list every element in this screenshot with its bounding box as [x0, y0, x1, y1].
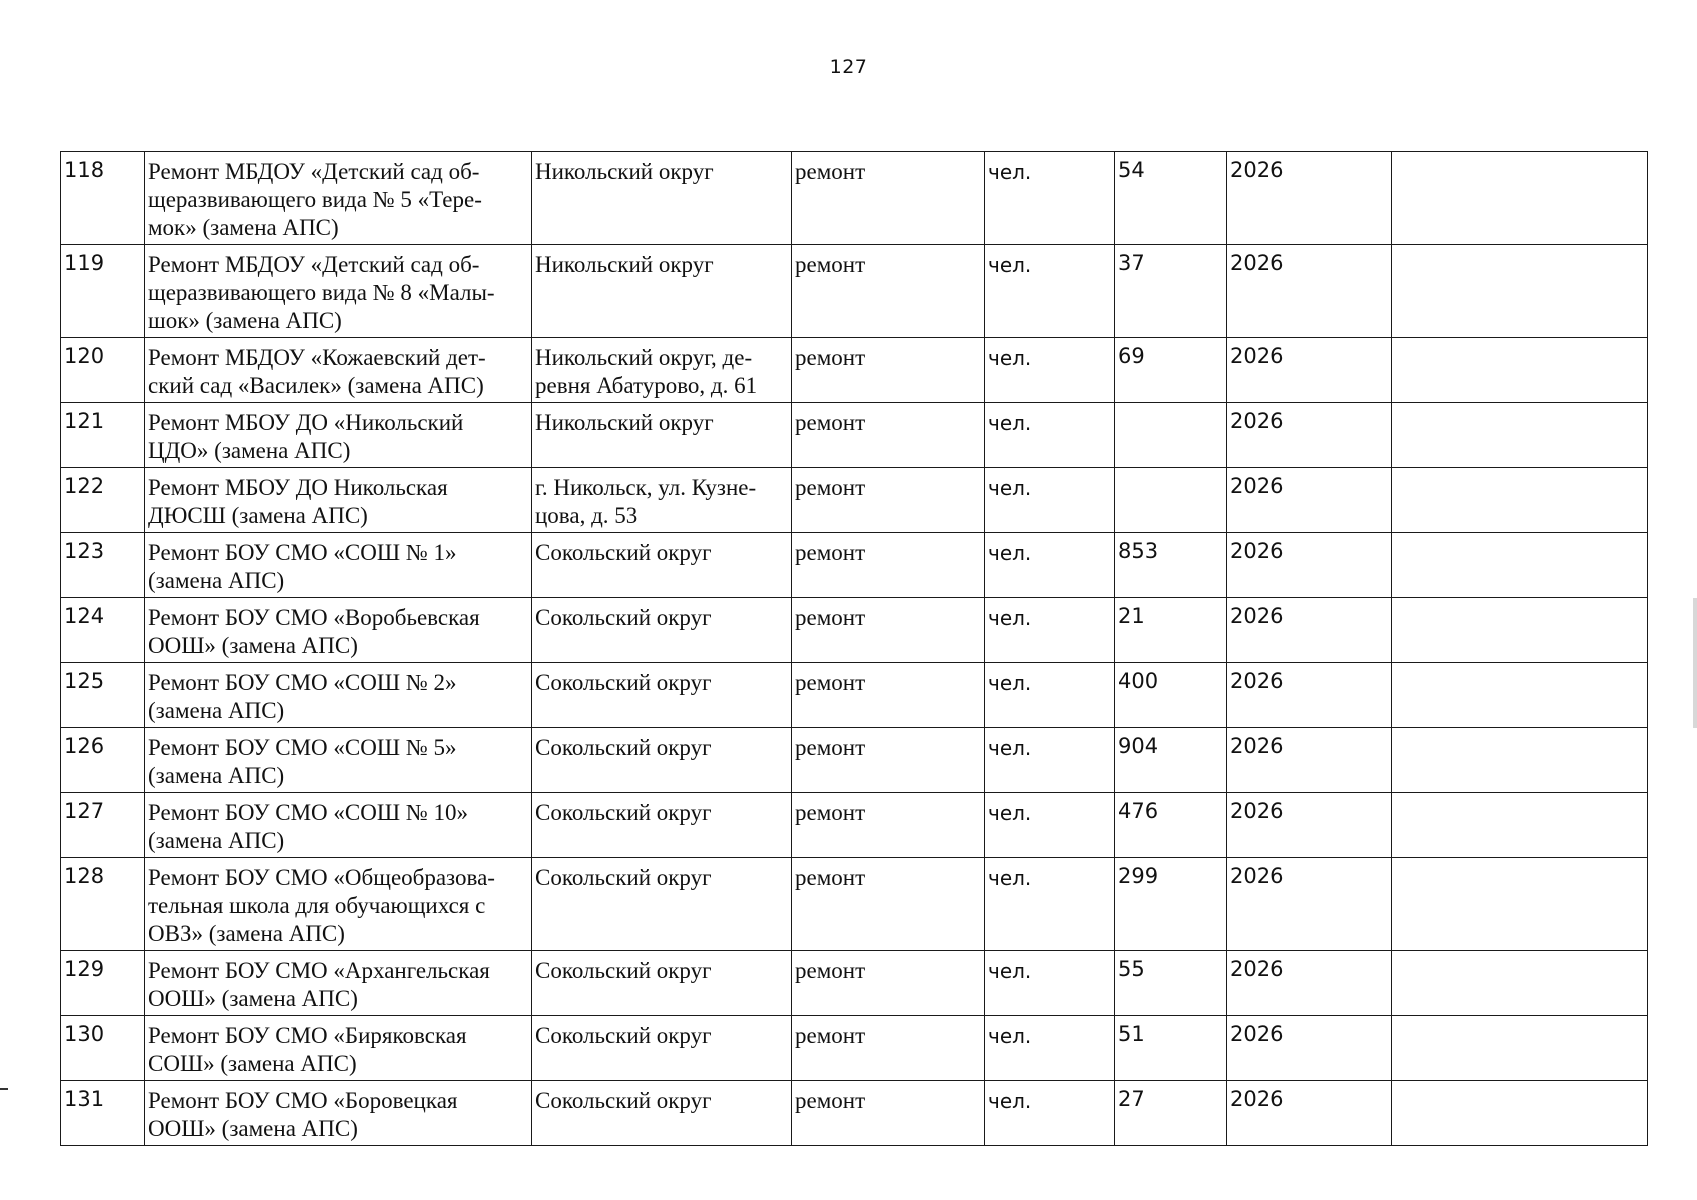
- object-name-cell: Ремонт МБДОУ «Детский сад об-щеразвивающего вида № 5 «Тере-мок» (замена АПС): [145, 152, 532, 245]
- work-type-cell: ремонт: [792, 858, 985, 951]
- unit-cell: чел.: [985, 245, 1115, 338]
- location-cell: Сокольский округ: [532, 951, 792, 1016]
- count-cell: 51: [1115, 1016, 1227, 1081]
- year-cell: 2026: [1227, 1081, 1392, 1146]
- unit-cell: чел.: [985, 403, 1115, 468]
- row-number-cell: 119: [61, 245, 145, 338]
- extra-cell: [1392, 663, 1648, 728]
- row-number-cell: 122: [61, 468, 145, 533]
- location-cell: Сокольский округ: [532, 858, 792, 951]
- work-type-cell: ремонт: [792, 598, 985, 663]
- unit-cell: чел.: [985, 598, 1115, 663]
- table-row: [61, 1081, 1648, 1146]
- location-cell: Никольский округ: [532, 245, 792, 338]
- work-type-cell: ремонт: [792, 245, 985, 338]
- extra-cell: [1392, 793, 1648, 858]
- count-cell: [1115, 403, 1227, 468]
- object-name-cell: Ремонт МБДОУ «Детский сад об-щеразвивающего вида № 8 «Малы-шок» (замена АПС): [145, 245, 532, 338]
- unit-cell: чел.: [985, 1016, 1115, 1081]
- year-cell: 2026: [1227, 468, 1392, 533]
- count-cell: 37: [1115, 245, 1227, 338]
- count-cell: 853: [1115, 533, 1227, 598]
- location-cell: Сокольский округ: [532, 598, 792, 663]
- count-cell: 21: [1115, 598, 1227, 663]
- table-row: [61, 951, 1648, 1016]
- work-type-cell: ремонт: [792, 468, 985, 533]
- row-number-cell: 123: [61, 533, 145, 598]
- unit-cell: чел.: [985, 1081, 1115, 1146]
- count-cell: [1115, 468, 1227, 533]
- year-cell: 2026: [1227, 728, 1392, 793]
- object-name-cell: Ремонт МБОУ ДО «Никольский ЦДО» (замена АПС): [145, 403, 532, 468]
- count-cell: 54: [1115, 152, 1227, 245]
- year-cell: 2026: [1227, 338, 1392, 403]
- year-cell: 2026: [1227, 663, 1392, 728]
- scan-artifact-left: [0, 1088, 8, 1090]
- year-cell: 2026: [1227, 598, 1392, 663]
- table-row: [61, 663, 1648, 728]
- extra-cell: [1392, 152, 1648, 245]
- object-name-cell: Ремонт БОУ СМО «СОШ № 5» (замена АПС): [145, 728, 532, 793]
- object-name-cell: Ремонт БОУ СМО «СОШ № 1» (замена АПС): [145, 533, 532, 598]
- location-cell: Никольский округ: [532, 152, 792, 245]
- work-type-cell: ремонт: [792, 1081, 985, 1146]
- table-row: [61, 858, 1648, 951]
- unit-cell: чел.: [985, 152, 1115, 245]
- year-cell: 2026: [1227, 533, 1392, 598]
- row-number-cell: 121: [61, 403, 145, 468]
- object-name-cell: Ремонт БОУ СМО «Воробьевская ООШ» (замена АПС): [145, 598, 532, 663]
- unit-cell: чел.: [985, 728, 1115, 793]
- work-type-cell: ремонт: [792, 533, 985, 598]
- table-row: [61, 598, 1648, 663]
- location-cell: Сокольский округ: [532, 533, 792, 598]
- row-number-cell: 118: [61, 152, 145, 245]
- year-cell: 2026: [1227, 152, 1392, 245]
- row-number-cell: 126: [61, 728, 145, 793]
- extra-cell: [1392, 728, 1648, 793]
- table-row: [61, 468, 1648, 533]
- page-number: 127: [829, 56, 868, 78]
- extra-cell: [1392, 338, 1648, 403]
- extra-cell: [1392, 1016, 1648, 1081]
- extra-cell: [1392, 1081, 1648, 1146]
- unit-cell: чел.: [985, 793, 1115, 858]
- count-cell: 69: [1115, 338, 1227, 403]
- repair-plan-table: [60, 151, 1648, 1146]
- count-cell: 476: [1115, 793, 1227, 858]
- object-name-cell: Ремонт БОУ СМО «СОШ № 10» (замена АПС): [145, 793, 532, 858]
- table-row: [61, 403, 1648, 468]
- work-type-cell: ремонт: [792, 403, 985, 468]
- row-number-cell: 125: [61, 663, 145, 728]
- object-name-cell: Ремонт МБОУ ДО Никольская ДЮСШ (замена АПС): [145, 468, 532, 533]
- object-name-cell: Ремонт МБДОУ «Кожаевский дет-ский сад «Василек» (замена АПС): [145, 338, 532, 403]
- work-type-cell: ремонт: [792, 338, 985, 403]
- count-cell: 55: [1115, 951, 1227, 1016]
- unit-cell: чел.: [985, 533, 1115, 598]
- extra-cell: [1392, 403, 1648, 468]
- extra-cell: [1392, 245, 1648, 338]
- location-cell: Сокольский округ: [532, 1081, 792, 1146]
- location-cell: Сокольский округ: [532, 793, 792, 858]
- year-cell: 2026: [1227, 245, 1392, 338]
- table-row: [61, 533, 1648, 598]
- table-row: [61, 1016, 1648, 1081]
- work-type-cell: ремонт: [792, 793, 985, 858]
- extra-cell: [1392, 598, 1648, 663]
- location-cell: Сокольский округ: [532, 1016, 792, 1081]
- location-cell: Сокольский округ: [532, 728, 792, 793]
- year-cell: 2026: [1227, 793, 1392, 858]
- row-number-cell: 120: [61, 338, 145, 403]
- extra-cell: [1392, 533, 1648, 598]
- object-name-cell: Ремонт БОУ СМО «Архангельская ООШ» (замена АПС): [145, 951, 532, 1016]
- unit-cell: чел.: [985, 468, 1115, 533]
- table-row: [61, 793, 1648, 858]
- row-number-cell: 129: [61, 951, 145, 1016]
- location-cell: Сокольский округ: [532, 663, 792, 728]
- row-number-cell: 130: [61, 1016, 145, 1081]
- work-type-cell: ремонт: [792, 951, 985, 1016]
- row-number-cell: 131: [61, 1081, 145, 1146]
- year-cell: 2026: [1227, 951, 1392, 1016]
- unit-cell: чел.: [985, 951, 1115, 1016]
- object-name-cell: Ремонт БОУ СМО «Боровецкая ООШ» (замена АПС): [145, 1081, 532, 1146]
- table-row: [61, 338, 1648, 403]
- work-type-cell: ремонт: [792, 663, 985, 728]
- location-cell: Никольский округ, де-ревня Абатурово, д. 61: [532, 338, 792, 403]
- count-cell: 299: [1115, 858, 1227, 951]
- location-cell: Никольский округ: [532, 403, 792, 468]
- table-body: [61, 152, 1648, 1146]
- row-number-cell: 128: [61, 858, 145, 951]
- table-row: [61, 245, 1648, 338]
- object-name-cell: Ремонт БОУ СМО «Биряковская СОШ» (замена АПС): [145, 1016, 532, 1081]
- row-number-cell: 124: [61, 598, 145, 663]
- table-row: [61, 728, 1648, 793]
- year-cell: 2026: [1227, 858, 1392, 951]
- unit-cell: чел.: [985, 338, 1115, 403]
- work-type-cell: ремонт: [792, 152, 985, 245]
- count-cell: 904: [1115, 728, 1227, 793]
- work-type-cell: ремонт: [792, 1016, 985, 1081]
- year-cell: 2026: [1227, 1016, 1392, 1081]
- object-name-cell: Ремонт БОУ СМО «СОШ № 2» (замена АПС): [145, 663, 532, 728]
- extra-cell: [1392, 468, 1648, 533]
- count-cell: 27: [1115, 1081, 1227, 1146]
- unit-cell: чел.: [985, 663, 1115, 728]
- table-row: [61, 152, 1648, 245]
- row-number-cell: 127: [61, 793, 145, 858]
- scan-artifact-right: [1693, 598, 1697, 728]
- object-name-cell: Ремонт БОУ СМО «Общеобразова-тельная школа для обучающихся с ОВЗ» (замена АПС): [145, 858, 532, 951]
- count-cell: 400: [1115, 663, 1227, 728]
- location-cell: г. Никольск, ул. Кузне-цова, д. 53: [532, 468, 792, 533]
- work-type-cell: ремонт: [792, 728, 985, 793]
- extra-cell: [1392, 858, 1648, 951]
- unit-cell: чел.: [985, 858, 1115, 951]
- year-cell: 2026: [1227, 403, 1392, 468]
- extra-cell: [1392, 951, 1648, 1016]
